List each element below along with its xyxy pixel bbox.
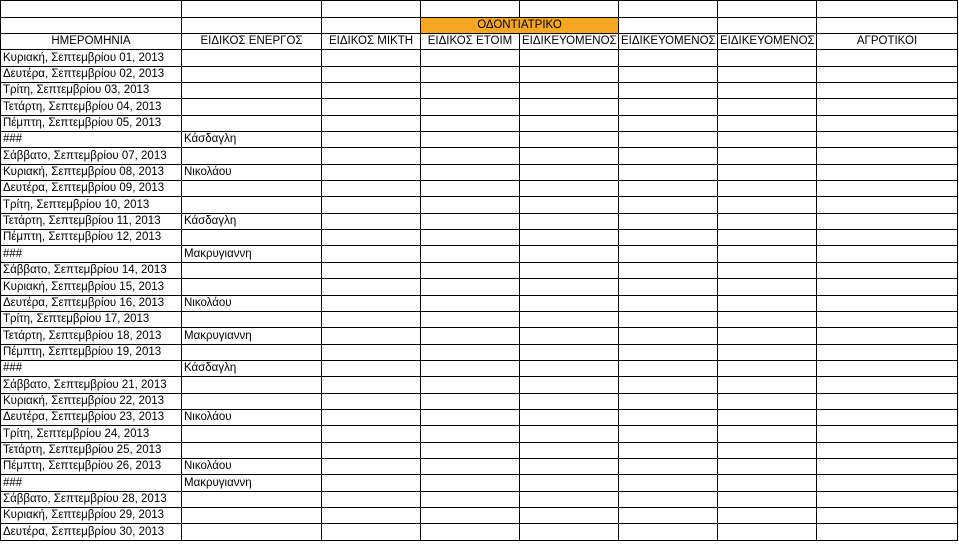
assignee-cell[interactable] <box>182 393 322 409</box>
cell[interactable] <box>520 409 619 425</box>
cell[interactable] <box>718 295 817 311</box>
assignee-cell[interactable] <box>182 491 322 507</box>
cell[interactable] <box>619 279 718 295</box>
date-cell[interactable]: ### <box>1 360 182 376</box>
cell[interactable] <box>322 164 421 180</box>
date-cell[interactable]: Σάββατο, Σεπτεμβρίου 28, 2013 <box>1 491 182 507</box>
cell[interactable] <box>322 1 421 18</box>
cell[interactable] <box>619 507 718 523</box>
cell[interactable] <box>520 148 619 164</box>
cell[interactable] <box>322 230 421 246</box>
empty-top-row <box>1 1 958 18</box>
table-row <box>1 409 958 425</box>
cell[interactable] <box>322 524 421 540</box>
cell[interactable] <box>520 491 619 507</box>
cell[interactable] <box>421 458 520 474</box>
cell[interactable] <box>817 1 958 18</box>
cell[interactable] <box>322 491 421 507</box>
cell[interactable] <box>322 148 421 164</box>
cell[interactable] <box>817 132 958 148</box>
cell[interactable] <box>520 328 619 344</box>
cell[interactable] <box>817 279 958 295</box>
cell[interactable] <box>619 246 718 262</box>
date-cell[interactable]: Δευτέρα, Σεπτεμβρίου 23, 2013 <box>1 409 182 425</box>
cell[interactable] <box>421 426 520 442</box>
cell[interactable] <box>520 181 619 197</box>
cell[interactable] <box>322 18 421 34</box>
cell[interactable] <box>322 99 421 115</box>
cell[interactable] <box>619 50 718 66</box>
assignee-cell[interactable] <box>182 344 322 360</box>
cell[interactable] <box>520 83 619 99</box>
cell[interactable] <box>817 99 958 115</box>
cell[interactable] <box>817 246 958 262</box>
cell[interactable] <box>421 181 520 197</box>
table-row <box>1 295 958 311</box>
date-cell[interactable]: Τρίτη, Σεπτεμβρίου 17, 2013 <box>1 311 182 327</box>
date-cell[interactable]: Σάββατο, Σεπτεμβρίου 21, 2013 <box>1 377 182 393</box>
cell[interactable] <box>619 393 718 409</box>
cell[interactable] <box>322 213 421 229</box>
cell[interactable] <box>817 311 958 327</box>
date-cell[interactable]: ### <box>1 246 182 262</box>
cell[interactable] <box>322 344 421 360</box>
cell[interactable] <box>718 524 817 540</box>
cell[interactable] <box>520 393 619 409</box>
cell[interactable] <box>718 393 817 409</box>
cell[interactable] <box>322 311 421 327</box>
cell[interactable] <box>421 524 520 540</box>
date-cell[interactable]: Τρίτη, Σεπτεμβρίου 10, 2013 <box>1 197 182 213</box>
cell[interactable] <box>817 164 958 180</box>
assignee-cell[interactable]: Μακρυγιαννη <box>182 328 322 344</box>
cell[interactable] <box>718 66 817 82</box>
table-row <box>1 377 958 393</box>
cell[interactable] <box>619 262 718 278</box>
assignee-cell[interactable] <box>182 377 322 393</box>
table-row <box>1 99 958 115</box>
cell[interactable] <box>421 328 520 344</box>
cell[interactable] <box>718 18 817 34</box>
cell[interactable] <box>520 197 619 213</box>
date-cell[interactable]: Δευτέρα, Σεπτεμβρίου 30, 2013 <box>1 524 182 540</box>
date-cell[interactable]: Τετάρτη, Σεπτεμβρίου 18, 2013 <box>1 328 182 344</box>
cell[interactable] <box>520 344 619 360</box>
date-cell[interactable]: Κυριακή, Σεπτεμβρίου 08, 2013 <box>1 164 182 180</box>
cell[interactable] <box>322 197 421 213</box>
date-cell[interactable]: Κυριακή, Σεπτεμβρίου 22, 2013 <box>1 393 182 409</box>
table-row <box>1 475 958 491</box>
assignee-cell[interactable]: Νικολάου <box>182 458 322 474</box>
assignee-cell[interactable] <box>182 83 322 99</box>
table-row <box>1 360 958 376</box>
cell[interactable] <box>817 230 958 246</box>
cell[interactable] <box>421 197 520 213</box>
cell[interactable] <box>421 246 520 262</box>
date-cell[interactable]: Πέμπτη, Σεπτεμβρίου 12, 2013 <box>1 230 182 246</box>
cell[interactable] <box>520 458 619 474</box>
cell[interactable] <box>421 475 520 491</box>
assignee-cell[interactable]: Κάσδαγλη <box>182 213 322 229</box>
cell[interactable] <box>520 475 619 491</box>
cell[interactable] <box>718 181 817 197</box>
cell[interactable] <box>421 409 520 425</box>
cell[interactable] <box>718 99 817 115</box>
cell[interactable] <box>520 213 619 229</box>
header-eidikos-energos[interactable]: ΕΙΔΙΚΟΣ ΕΝΕΡΓΟΣ <box>182 34 322 50</box>
table-row <box>1 393 958 409</box>
cell[interactable] <box>817 426 958 442</box>
cell[interactable] <box>817 409 958 425</box>
assignee-cell[interactable] <box>182 99 322 115</box>
table-row <box>1 524 958 540</box>
cell[interactable] <box>619 115 718 131</box>
cell[interactable] <box>718 50 817 66</box>
cell[interactable] <box>619 132 718 148</box>
table-row <box>1 328 958 344</box>
date-cell[interactable]: ### <box>1 475 182 491</box>
date-cell[interactable]: Κυριακή, Σεπτεμβρίου 01, 2013 <box>1 50 182 66</box>
table-row <box>1 491 958 507</box>
date-cell[interactable]: Πέμπτη, Σεπτεμβρίου 26, 2013 <box>1 458 182 474</box>
cell[interactable] <box>322 442 421 458</box>
cell[interactable] <box>322 328 421 344</box>
cell[interactable] <box>421 311 520 327</box>
assignee-cell[interactable] <box>182 507 322 523</box>
header-agrotikoi[interactable]: ΑΓΡΟΤΙΚΟΙ <box>817 34 958 50</box>
cell[interactable] <box>817 507 958 523</box>
table-row <box>1 164 958 180</box>
cell[interactable] <box>718 344 817 360</box>
assignee-cell[interactable] <box>182 50 322 66</box>
cell[interactable] <box>619 197 718 213</box>
cell[interactable] <box>322 393 421 409</box>
cell[interactable] <box>322 507 421 523</box>
cell[interactable] <box>817 491 958 507</box>
header-date[interactable]: ΗΜΕΡΟΜΗΝΙΑ <box>1 34 182 50</box>
assignee-cell[interactable] <box>182 148 322 164</box>
header-eidikeyomenos-1[interactable]: ΕΙΔΙΚΕΥΟΜΕΝΟΣ <box>520 34 619 50</box>
date-cell[interactable]: Τετάρτη, Σεπτεμβρίου 11, 2013 <box>1 213 182 229</box>
header-eidikos-etoim[interactable]: ΕΙΔΙΚΟΣ ΕΤΟΙΜ <box>421 34 520 50</box>
cell[interactable] <box>817 18 958 34</box>
cell[interactable] <box>718 491 817 507</box>
table-row <box>1 213 958 229</box>
table-row <box>1 50 958 66</box>
cell[interactable] <box>421 262 520 278</box>
assignee-cell[interactable]: Κάσδαγλη <box>182 132 322 148</box>
cell[interactable] <box>718 148 817 164</box>
cell[interactable] <box>520 132 619 148</box>
table-row <box>1 311 958 327</box>
cell[interactable] <box>619 328 718 344</box>
cell[interactable] <box>619 426 718 442</box>
cell[interactable] <box>718 426 817 442</box>
cell[interactable] <box>817 442 958 458</box>
date-cell[interactable]: Τετάρτη, Σεπτεμβρίου 25, 2013 <box>1 442 182 458</box>
table-row <box>1 148 958 164</box>
table-row <box>1 181 958 197</box>
date-cell[interactable]: Τρίτη, Σεπτεμβρίου 24, 2013 <box>1 426 182 442</box>
cell[interactable] <box>718 115 817 131</box>
cell[interactable] <box>520 1 619 18</box>
date-cell[interactable]: Τρίτη, Σεπτεμβρίου 03, 2013 <box>1 83 182 99</box>
cell[interactable] <box>421 83 520 99</box>
cell[interactable] <box>322 409 421 425</box>
cell[interactable] <box>817 475 958 491</box>
assignee-cell[interactable]: Κάσδαγλη <box>182 360 322 376</box>
cell[interactable] <box>322 426 421 442</box>
table-row <box>1 279 958 295</box>
cell[interactable] <box>718 475 817 491</box>
cell[interactable] <box>1 18 182 34</box>
assignee-cell[interactable]: Μακρυγιαννη <box>182 475 322 491</box>
cell[interactable] <box>619 230 718 246</box>
cell[interactable] <box>520 507 619 523</box>
cell[interactable] <box>817 148 958 164</box>
cell[interactable] <box>322 246 421 262</box>
cell[interactable] <box>520 377 619 393</box>
cell[interactable] <box>421 377 520 393</box>
date-cell[interactable]: Τετάρτη, Σεπτεμβρίου 04, 2013 <box>1 99 182 115</box>
cell[interactable] <box>421 148 520 164</box>
cell[interactable] <box>817 262 958 278</box>
cell[interactable] <box>817 328 958 344</box>
cell[interactable] <box>421 213 520 229</box>
table-row <box>1 262 958 278</box>
cell[interactable] <box>421 164 520 180</box>
cell[interactable] <box>619 18 718 34</box>
assignee-cell[interactable] <box>182 426 322 442</box>
table-row <box>1 230 958 246</box>
cell[interactable] <box>520 426 619 442</box>
cell[interactable] <box>817 50 958 66</box>
cell[interactable] <box>322 377 421 393</box>
cell[interactable] <box>520 311 619 327</box>
header-eidikeyomenos-3[interactable]: ΕΙΔΙΚΕΥΟΜΕΝΟΣ <box>718 34 817 50</box>
cell[interactable] <box>1 1 182 18</box>
date-cell[interactable]: Δευτέρα, Σεπτεμβρίου 09, 2013 <box>1 181 182 197</box>
cell[interactable] <box>619 360 718 376</box>
cell[interactable] <box>322 83 421 99</box>
cell[interactable] <box>619 458 718 474</box>
assignee-cell[interactable] <box>182 181 322 197</box>
cell[interactable] <box>718 164 817 180</box>
cell[interactable] <box>817 524 958 540</box>
assignee-cell[interactable]: Νικολάου <box>182 295 322 311</box>
cell[interactable] <box>520 360 619 376</box>
table-row <box>1 246 958 262</box>
assignee-cell[interactable] <box>182 311 322 327</box>
cell[interactable] <box>421 132 520 148</box>
cell[interactable] <box>520 50 619 66</box>
cell[interactable] <box>817 344 958 360</box>
cell[interactable] <box>718 377 817 393</box>
cell[interactable] <box>421 393 520 409</box>
cell[interactable] <box>322 295 421 311</box>
table-row <box>1 426 958 442</box>
date-cell[interactable]: Κυριακή, Σεπτεμβρίου 29, 2013 <box>1 507 182 523</box>
cell[interactable] <box>520 262 619 278</box>
cell[interactable] <box>322 279 421 295</box>
cell[interactable] <box>718 409 817 425</box>
cell[interactable] <box>421 1 520 18</box>
cell[interactable] <box>520 99 619 115</box>
assignee-cell[interactable]: Νικολάου <box>182 409 322 425</box>
header-eidikos-mikti[interactable]: ΕΙΔΙΚΟΣ ΜΙΚΤΗ <box>322 34 421 50</box>
title-row <box>1 18 958 34</box>
assignee-cell[interactable] <box>182 66 322 82</box>
cell[interactable] <box>619 66 718 82</box>
date-cell[interactable]: Σάββατο, Σεπτεμβρίου 14, 2013 <box>1 262 182 278</box>
cell[interactable] <box>421 66 520 82</box>
cell[interactable] <box>619 344 718 360</box>
table-row <box>1 197 958 213</box>
cell[interactable] <box>619 148 718 164</box>
date-cell[interactable]: Δευτέρα, Σεπτεμβρίου 02, 2013 <box>1 66 182 82</box>
cell[interactable] <box>421 99 520 115</box>
table-row <box>1 458 958 474</box>
cell[interactable] <box>619 295 718 311</box>
cell[interactable] <box>322 132 421 148</box>
cell[interactable] <box>520 442 619 458</box>
cell[interactable] <box>619 491 718 507</box>
cell[interactable] <box>520 230 619 246</box>
cell[interactable] <box>718 458 817 474</box>
cell[interactable] <box>421 50 520 66</box>
cell[interactable] <box>619 83 718 99</box>
cell[interactable] <box>520 279 619 295</box>
cell[interactable] <box>619 475 718 491</box>
cell[interactable] <box>619 213 718 229</box>
cell[interactable] <box>421 344 520 360</box>
cell[interactable] <box>817 377 958 393</box>
assignee-cell[interactable] <box>182 524 322 540</box>
cell[interactable] <box>619 524 718 540</box>
cell[interactable] <box>718 83 817 99</box>
assignee-cell[interactable] <box>182 279 322 295</box>
cell[interactable] <box>421 507 520 523</box>
cell[interactable] <box>322 360 421 376</box>
sheet-title[interactable]: ΟΔΟΝΤΙΑΤΡΙΚΟ <box>421 18 619 34</box>
cell[interactable] <box>718 279 817 295</box>
assignee-cell[interactable]: Νικολάου <box>182 164 322 180</box>
date-cell[interactable]: ### <box>1 132 182 148</box>
cell[interactable] <box>322 458 421 474</box>
cell[interactable] <box>817 181 958 197</box>
cell[interactable] <box>322 475 421 491</box>
cell[interactable] <box>182 18 322 34</box>
cell[interactable] <box>817 458 958 474</box>
cell[interactable] <box>817 83 958 99</box>
cell[interactable] <box>322 181 421 197</box>
date-cell[interactable]: Σάββατο, Σεπτεμβρίου 07, 2013 <box>1 148 182 164</box>
cell[interactable] <box>718 132 817 148</box>
cell[interactable] <box>718 262 817 278</box>
cell[interactable] <box>520 115 619 131</box>
header-eidikeyomenos-2[interactable]: ΕΙΔΙΚΕΥΟΜΕΝΟΣ <box>619 34 718 50</box>
cell[interactable] <box>421 279 520 295</box>
table-row <box>1 442 958 458</box>
cell[interactable] <box>718 246 817 262</box>
cell[interactable] <box>718 360 817 376</box>
assignee-cell[interactable] <box>182 230 322 246</box>
table-row <box>1 507 958 523</box>
cell[interactable] <box>520 246 619 262</box>
cell[interactable] <box>718 328 817 344</box>
cell[interactable] <box>322 50 421 66</box>
assignee-cell[interactable] <box>182 197 322 213</box>
cell[interactable] <box>718 197 817 213</box>
cell[interactable] <box>619 311 718 327</box>
cell[interactable] <box>619 1 718 18</box>
cell[interactable] <box>619 164 718 180</box>
cell[interactable] <box>520 524 619 540</box>
cell[interactable] <box>817 360 958 376</box>
date-cell[interactable]: Πέμπτη, Σεπτεμβρίου 19, 2013 <box>1 344 182 360</box>
cell[interactable] <box>421 491 520 507</box>
cell[interactable] <box>421 442 520 458</box>
cell[interactable] <box>520 295 619 311</box>
cell[interactable] <box>619 99 718 115</box>
assignee-cell[interactable]: Μακρυγιαννη <box>182 246 322 262</box>
cell[interactable] <box>520 164 619 180</box>
cell[interactable] <box>520 66 619 82</box>
cell[interactable] <box>718 1 817 18</box>
cell[interactable] <box>619 181 718 197</box>
cell[interactable] <box>322 66 421 82</box>
table-row <box>1 115 958 131</box>
table-row <box>1 132 958 148</box>
cell[interactable] <box>182 1 322 18</box>
date-cell[interactable]: Δευτέρα, Σεπτεμβρίου 16, 2013 <box>1 295 182 311</box>
table-row <box>1 344 958 360</box>
date-cell[interactable]: Πέμπτη, Σεπτεμβρίου 05, 2013 <box>1 115 182 131</box>
cell[interactable] <box>619 409 718 425</box>
assignee-cell[interactable] <box>182 115 322 131</box>
cell[interactable] <box>817 115 958 131</box>
cell[interactable] <box>322 262 421 278</box>
cell[interactable] <box>817 66 958 82</box>
cell[interactable] <box>322 115 421 131</box>
table-row <box>1 66 958 82</box>
cell[interactable] <box>718 213 817 229</box>
cell[interactable] <box>421 295 520 311</box>
cell[interactable] <box>718 311 817 327</box>
cell[interactable] <box>619 442 718 458</box>
cell[interactable] <box>817 295 958 311</box>
cell[interactable] <box>718 507 817 523</box>
cell[interactable] <box>421 360 520 376</box>
cell[interactable] <box>817 393 958 409</box>
header-row <box>1 34 958 50</box>
cell[interactable] <box>718 230 817 246</box>
date-cell[interactable]: Κυριακή, Σεπτεμβρίου 15, 2013 <box>1 279 182 295</box>
cell[interactable] <box>421 115 520 131</box>
cell[interactable] <box>421 230 520 246</box>
cell[interactable] <box>817 197 958 213</box>
cell[interactable] <box>817 213 958 229</box>
cell[interactable] <box>718 442 817 458</box>
cell[interactable] <box>619 377 718 393</box>
table-row <box>1 83 958 99</box>
assignee-cell[interactable] <box>182 442 322 458</box>
assignee-cell[interactable] <box>182 262 322 278</box>
